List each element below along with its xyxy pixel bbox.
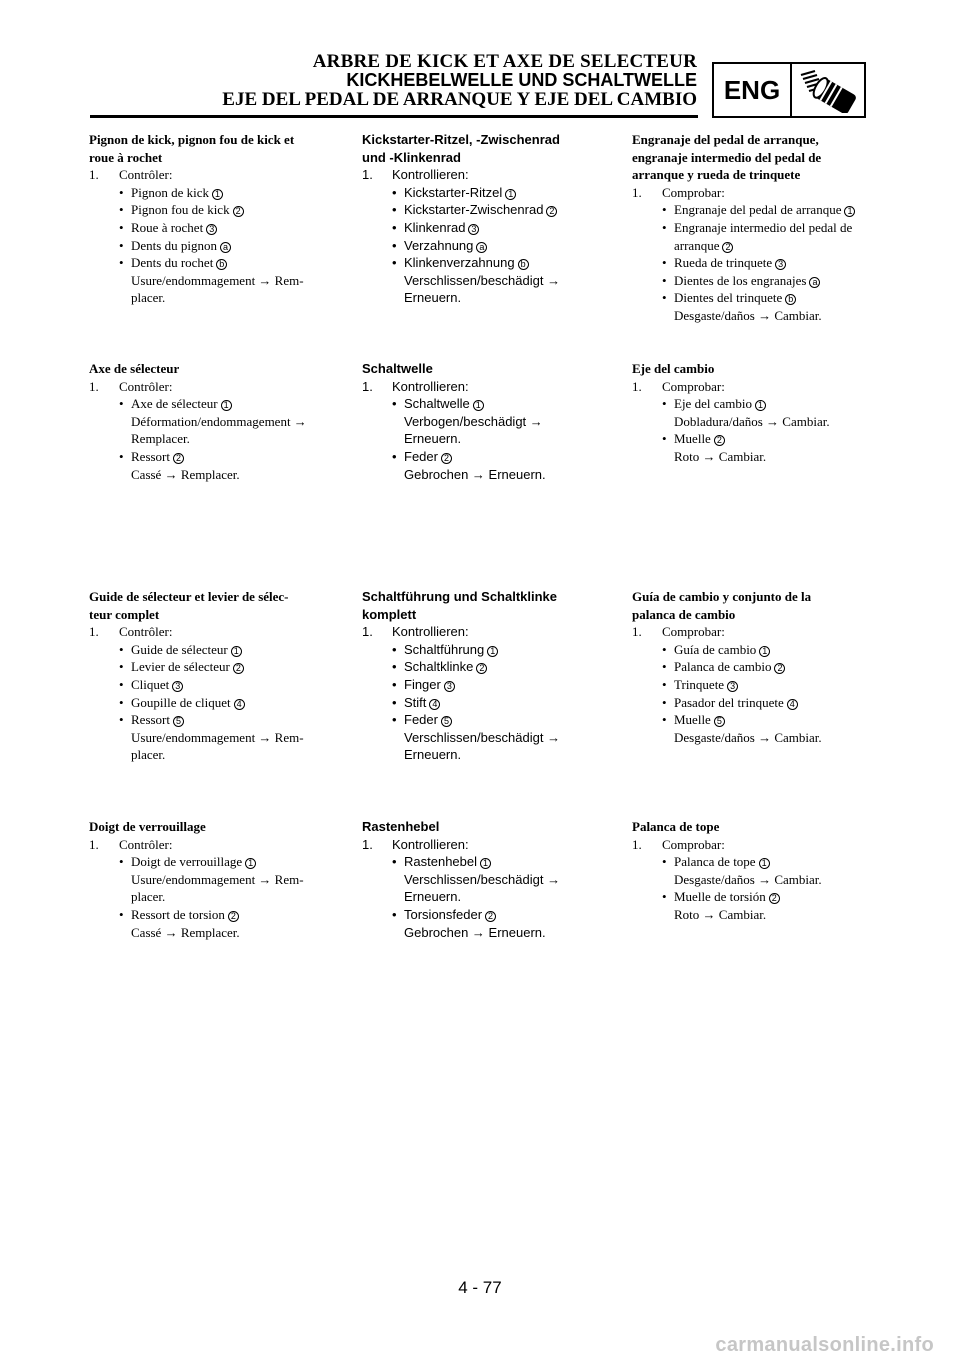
section-block	[362, 131, 612, 307]
page-number: 4 - 77	[458, 1278, 502, 1297]
item-text: Pignon de kick	[131, 184, 209, 200]
step-line	[632, 623, 870, 641]
section-block	[89, 588, 339, 764]
callout-marker: 2	[441, 453, 452, 464]
list-item	[632, 219, 870, 254]
step-label: Comprobar:	[662, 624, 725, 640]
item-text: Engranaje del pedal de arranque	[674, 202, 842, 218]
step-line	[89, 166, 339, 184]
section-title: Rastenhebel	[362, 819, 440, 834]
step-label: Contrôler:	[119, 836, 173, 852]
header-rule	[90, 115, 698, 118]
list-item	[89, 906, 339, 941]
item-text: Levier de sélecteur	[131, 659, 230, 675]
step-label: Contrôler:	[119, 378, 173, 394]
callout-marker: 2	[714, 435, 725, 446]
item-text: Muelle	[674, 712, 711, 728]
callout-marker: 1	[755, 400, 766, 411]
list-item	[632, 658, 870, 676]
item-text: Klinkenrad	[404, 219, 466, 235]
list-item	[89, 676, 339, 694]
item-action: Gebrochen → Erneuern.	[404, 924, 546, 940]
callout-marker: 2	[774, 663, 785, 674]
section-title: Pignon de kick, pignon fou de kick et roue à rochet	[89, 132, 295, 165]
item-action: Gebrochen → Erneuern.	[404, 466, 546, 482]
callout-marker: 1	[844, 206, 855, 217]
item-text: Ressort de torsion	[131, 906, 225, 922]
step-number: 1.	[89, 624, 99, 640]
item-text: Guía de cambio	[674, 641, 757, 657]
title-german: KICKHEBELWELLE UND SCHALTWELLE	[346, 70, 697, 90]
callout-marker: 2	[546, 206, 557, 217]
step-line	[89, 378, 339, 396]
list-item	[362, 237, 612, 255]
section-title: Guía de cambio y conjunto de la palanca de cambio	[632, 589, 812, 622]
step-line	[89, 623, 339, 641]
step-number: 1.	[89, 836, 99, 852]
callout-marker: 1	[245, 858, 256, 869]
callout-marker: 1	[221, 400, 232, 411]
item-text: Muelle de torsión	[674, 889, 766, 905]
bullet-list	[362, 395, 612, 483]
section-title: Schaltwelle	[362, 361, 433, 376]
section-title: Schaltführung und Schaltklinke komplett	[362, 589, 558, 622]
section-block	[362, 588, 612, 764]
list-item	[632, 711, 870, 746]
list-item	[362, 711, 612, 764]
callout-marker: 4	[234, 699, 245, 710]
bullet-list	[632, 395, 870, 465]
callout-marker: 3	[172, 681, 183, 692]
list-item	[362, 853, 612, 906]
list-item	[632, 395, 870, 430]
item-text: Dientes de los engranajes	[674, 272, 807, 288]
step-number: 1.	[632, 184, 642, 200]
item-text: Rueda de trinquete	[674, 255, 773, 271]
step-number: 1.	[89, 378, 99, 394]
callout-marker: 1	[505, 189, 516, 200]
item-text: Verzahnung	[404, 237, 474, 253]
list-item	[89, 219, 339, 237]
bullet-list	[89, 853, 339, 941]
step-label: Comprobar:	[662, 836, 725, 852]
step-label: Kontrollieren:	[392, 624, 469, 640]
callout-marker: 1	[759, 858, 770, 869]
section-title: Axe de sélecteur	[89, 361, 180, 376]
callout-marker: 1	[231, 646, 242, 657]
item-text: Dents du pignon	[131, 237, 217, 253]
engine-piston-icon	[792, 64, 864, 116]
list-item	[89, 448, 339, 483]
step-number: 1.	[362, 624, 373, 640]
list-item	[362, 676, 612, 694]
section-block	[632, 360, 870, 466]
callout-marker: 2	[233, 663, 244, 674]
list-item	[89, 395, 339, 448]
bullet-list	[632, 853, 870, 923]
step-line	[362, 623, 612, 641]
step-line	[632, 378, 870, 396]
item-action: Usure/endommagement → Rem- placer.	[131, 871, 304, 905]
list-item	[362, 201, 612, 219]
item-action: Dobladura/daños → Cambiar.	[674, 413, 830, 429]
list-item	[89, 853, 339, 906]
section-block	[632, 131, 870, 325]
section-block	[89, 818, 339, 941]
item-text: Ressort	[131, 448, 170, 464]
list-item	[362, 395, 612, 448]
item-text: Eje del cambio	[674, 396, 752, 412]
step-number: 1.	[89, 167, 99, 183]
bullet-list	[89, 184, 339, 307]
callout-marker: 2	[173, 453, 184, 464]
bullet-list	[632, 641, 870, 747]
list-item	[632, 694, 870, 712]
section-title: Doigt de verrouillage	[89, 819, 206, 834]
callout-marker: 1	[480, 858, 491, 869]
callout-marker: 4	[429, 699, 440, 710]
section-title: Engranaje del pedal de arranque, engranaje intermedio del pedal de arranque y rueda de trinquete	[632, 132, 822, 183]
callout-marker: 1	[212, 189, 223, 200]
list-item	[89, 237, 339, 255]
list-item	[632, 853, 870, 888]
list-item	[362, 906, 612, 941]
step-number: 1.	[632, 624, 642, 640]
item-text: Feder	[404, 712, 438, 728]
item-action: Desgaste/daños → Cambiar.	[674, 307, 822, 323]
item-text: Kickstarter-Ritzel	[404, 184, 503, 200]
item-text: Schaltwelle	[404, 396, 470, 412]
section-block	[89, 131, 339, 307]
bullet-list	[632, 201, 870, 324]
bullet-list	[362, 853, 612, 941]
list-item	[362, 254, 612, 307]
item-text: Schaltführung	[404, 641, 485, 657]
item-action: Desgaste/daños → Cambiar.	[674, 729, 822, 745]
item-text: Engranaje intermedio del pedal de arranque	[674, 219, 853, 253]
list-item	[362, 184, 612, 202]
list-item	[89, 641, 339, 659]
item-text: Guide de sélecteur	[131, 641, 228, 657]
callout-marker: 5	[441, 716, 452, 727]
item-text: Rastenhebel	[404, 854, 477, 870]
step-number: 1.	[632, 378, 642, 394]
item-text: Schaltklinke	[404, 659, 474, 675]
section-block	[362, 360, 612, 483]
item-action: Verbogen/beschädigt → Erneuern.	[404, 413, 543, 447]
section-title: Palanca de tope	[632, 819, 720, 834]
item-text: Stift	[404, 694, 427, 710]
callout-marker: 3	[468, 224, 479, 235]
callout-marker: a	[809, 277, 820, 288]
callout-marker: 1	[487, 646, 498, 657]
item-text: Muelle	[674, 431, 711, 447]
item-text: Doigt de verrouillage	[131, 854, 243, 870]
section-title: Eje del cambio	[632, 361, 715, 376]
callout-marker: a	[476, 242, 487, 253]
callout-marker: b	[785, 294, 796, 305]
item-text: Goupille de cliquet	[131, 694, 231, 710]
bullet-list	[362, 184, 612, 307]
item-text: Dents du rochet	[131, 255, 214, 271]
list-item	[89, 184, 339, 202]
step-label: Kontrollieren:	[392, 378, 469, 394]
callout-marker: b	[518, 259, 529, 270]
list-item	[632, 254, 870, 272]
item-text: Palanca de cambio	[674, 659, 772, 675]
list-item	[89, 201, 339, 219]
item-text: Finger	[404, 676, 441, 692]
callout-marker: 4	[787, 699, 798, 710]
item-text: Kickstarter-Zwischenrad	[404, 202, 544, 218]
step-label: Contrôler:	[119, 167, 173, 183]
step-label: Kontrollieren:	[392, 836, 469, 852]
item-action: Roto → Cambiar.	[674, 906, 767, 922]
list-item	[89, 711, 339, 764]
eng-label: ENG	[714, 64, 792, 116]
item-text: Pignon fou de kick	[131, 202, 230, 218]
list-item	[89, 694, 339, 712]
step-number: 1.	[362, 836, 373, 852]
step-label: Kontrollieren:	[392, 167, 469, 183]
step-line	[632, 184, 870, 202]
step-line	[362, 378, 612, 396]
list-item	[89, 658, 339, 676]
step-line	[89, 836, 339, 854]
item-action: Roto → Cambiar.	[674, 448, 767, 464]
step-label: Contrôler:	[119, 624, 173, 640]
callout-marker: 3	[206, 224, 217, 235]
step-line	[632, 836, 870, 854]
item-action: Usure/endommagement → Rem- placer.	[131, 729, 304, 763]
section-block	[632, 588, 870, 746]
item-action: Verschlissen/beschädigt → Erneuern.	[404, 272, 561, 306]
section-title: Kickstarter-Ritzel, -Zwischenrad und -Klinkenrad	[362, 132, 560, 165]
callout-marker: 5	[173, 716, 184, 727]
list-item	[362, 448, 612, 483]
item-action: Cassé → Remplacer.	[131, 466, 240, 482]
item-text: Ressort	[131, 712, 170, 728]
section-block	[362, 818, 612, 941]
callout-marker: 2	[233, 206, 244, 217]
callout-marker: b	[216, 259, 227, 270]
list-item	[632, 430, 870, 465]
callout-marker: 1	[759, 646, 770, 657]
list-item	[632, 641, 870, 659]
bullet-list	[89, 641, 339, 764]
section-badge	[712, 62, 866, 118]
list-item	[632, 676, 870, 694]
callout-marker: 3	[727, 681, 738, 692]
callout-marker: 2	[476, 663, 487, 674]
list-item	[362, 641, 612, 659]
callout-marker: 2	[485, 911, 496, 922]
item-text: Klinkenverzahnung	[404, 255, 515, 271]
step-line	[362, 166, 612, 184]
list-item	[362, 219, 612, 237]
title-spanish: EJE DEL PEDAL DE ARRANQUE Y EJE DEL CAMBIO	[222, 89, 697, 110]
step-number: 1.	[362, 378, 373, 394]
item-text: Dientes del trinquete	[674, 290, 783, 306]
list-item	[632, 201, 870, 219]
list-item	[89, 254, 339, 307]
bullet-list	[362, 641, 612, 764]
step-number: 1.	[362, 167, 373, 183]
item-text: Axe de sélecteur	[131, 396, 218, 412]
item-text: Palanca de tope	[674, 854, 756, 870]
watermark: carmanualsonline.info	[715, 1334, 934, 1356]
step-label: Comprobar:	[662, 378, 725, 394]
item-text: Pasador del trinquete	[674, 694, 784, 710]
list-item	[362, 658, 612, 676]
title-french: ARBRE DE KICK ET AXE DE SELECTEUR	[312, 51, 697, 72]
item-action: Usure/endommagement → Rem- placer.	[131, 272, 304, 306]
step-number: 1.	[632, 836, 642, 852]
item-action: Desgaste/daños → Cambiar.	[674, 871, 822, 887]
step-line	[362, 836, 612, 854]
list-item	[632, 289, 870, 324]
section-block	[632, 818, 870, 924]
callout-marker: a	[220, 242, 231, 253]
item-text: Feder	[404, 448, 438, 464]
list-item	[632, 272, 870, 290]
callout-marker: 2	[769, 893, 780, 904]
item-text: Torsionsfeder	[404, 906, 483, 922]
item-action: Cassé → Remplacer.	[131, 924, 240, 940]
callout-marker: 5	[714, 716, 725, 727]
callout-marker: 2	[722, 242, 733, 253]
item-action: Déformation/endommagement → Remplacer.	[131, 413, 307, 447]
item-text: Cliquet	[131, 676, 170, 692]
page-header-titles	[222, 52, 697, 109]
list-item	[632, 888, 870, 923]
item-action: Verschlissen/beschädigt → Erneuern.	[404, 871, 561, 905]
section-block	[89, 360, 339, 483]
item-text: Roue à rochet	[131, 219, 204, 235]
callout-marker: 3	[775, 259, 786, 270]
section-title: Guide de sélecteur et levier de sélec- teur complet	[89, 589, 289, 622]
callout-marker: 1	[473, 400, 484, 411]
item-text: Trinquete	[674, 676, 725, 692]
callout-marker: 2	[228, 911, 239, 922]
bullet-list	[89, 395, 339, 483]
step-label: Comprobar:	[662, 184, 725, 200]
list-item	[362, 694, 612, 712]
callout-marker: 3	[444, 681, 455, 692]
item-action: Verschlissen/beschädigt → Erneuern.	[404, 729, 561, 763]
